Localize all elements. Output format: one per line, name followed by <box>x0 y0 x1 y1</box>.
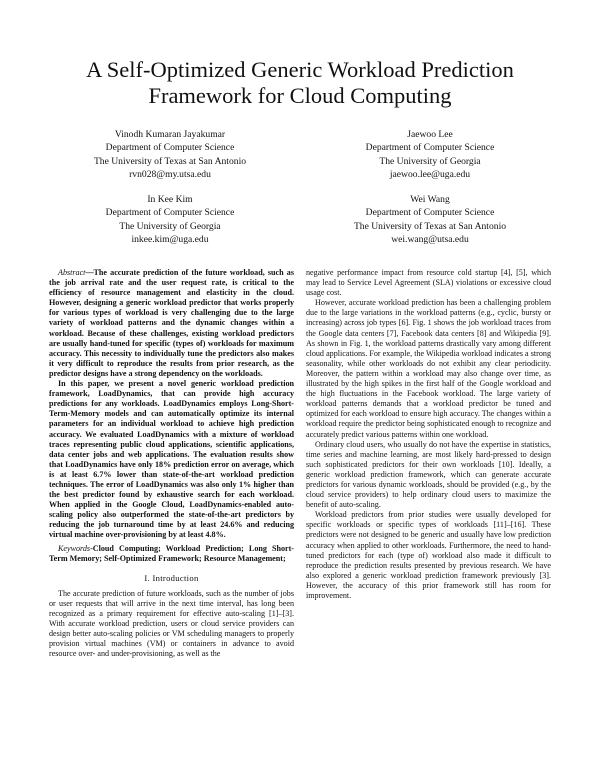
intro-paragraph-3: Ordinary cloud users, who usually do not have the expertise in statistics, time series and machine learning, are most likely hard-pressed to design such sophisticated predictors for their own workloads [10]. Ideally, a generic workload prediction framework, which can generate accurate predictors for various dynamic workloads, should be provided (e.g., by the cloud service providers) to help ordinary cloud users to maximize the benefit of auto-scaling. <box>306 439 551 510</box>
paper-title <box>40 57 560 109</box>
author-block-1 <box>50 128 290 182</box>
author-inst: The University of Texas at San Antonio <box>93 155 247 167</box>
author-block-2 <box>310 128 550 182</box>
author-email: jaewoo.lee@uga.edu <box>389 169 471 181</box>
section-heading: I. Introduction <box>144 572 199 583</box>
intro-paragraph-2: However, accurate workload prediction has been a challenging problem due to the large variations in the workload patterns (e.g., cyclic, bursty or increasing) across job types [6]. Fig. 1 shows the job workload traces from the Google data centers [7], Facebook data centers [8] and Wikipedia [9]. As shown in Fig. 1, the workload patterns drastically vary among different cloud applications. For example, the Wikipedia workload indicates a strong seasonality, while other workloads do not exhibit any clear periodicity. Moreover, the pattern within a workload may also change over time, as illustrated by the high spikes in the first half of the Google workload and the high fluctuations in the Facebook workload. The large variety of workload patterns demands that a workload predictor be tuned and optimized for each workload to ensure high accuracy. The changes within a workload require the predictor being sophisticated enough to recognize and accurately predict various patterns within one workload. <box>306 298 551 439</box>
keywords-lead: Keywords <box>58 543 91 553</box>
author-name: Vinodh Kumaran Jayakumar <box>114 129 226 140</box>
keywords-text: -Cloud Computing; Workload Prediction; Long Short-Term Memory; Self-Optimized Framework; Resource Management; <box>49 543 294 563</box>
author-block-4 <box>310 193 550 247</box>
author-name: Wei Wang <box>410 194 450 205</box>
author-inst: The University of Georgia <box>379 155 481 167</box>
abstract-paragraph-1 <box>49 268 294 379</box>
author-inst: The University of Georgia <box>119 220 221 232</box>
author-name: Jaewoo Lee <box>407 129 453 140</box>
author-dept: Department of Computer Science <box>365 207 495 219</box>
abstract-text-1: —The accurate prediction of the future workload, such as the job arrival rate and the user request rate, is critical to the efficiency of resource management and elasticity in the cloud. However, designing a generic workload predictor that works properly for various types of workload is very challenging due to the large variety of workload patterns and the dynamic changes within a workload. Because of these challenges, existing workload predictors are usually hand-tuned for specific (types of) workloads for maximum accuracy. This necessity to individually tune the predictors also makes it very difficult to reproduce the results from prior research, as the predictor designs have a strong dependency on the workloads. <box>49 268 294 378</box>
author-name: In Kee Kim <box>147 194 193 205</box>
keywords <box>49 544 294 564</box>
author-email: inkee.kim@uga.edu <box>131 234 209 246</box>
author-dept: Department of Computer Science <box>365 142 495 154</box>
author-dept: Department of Computer Science <box>105 142 235 154</box>
title-line-1: A Self-Optimized Generic Workload Prediction <box>86 57 514 82</box>
intro-paragraph-1-cont: negative performance impact from resource cold startup [4], [5], which may lead to Service Level Agreement (SLA) violations or excessive cloud usage cost. <box>306 268 551 298</box>
intro-left <box>49 589 294 660</box>
author-dept: Department of Computer Science <box>105 207 235 219</box>
intro-paragraph-1: The accurate prediction of future workloads, such as the number of jobs or user requests that will arrive in the next time interval, has long been recognized as a primary requirement for effective auto-scaling [1]–[3]. With accurate workload prediction, users or cloud service providers can design better auto-scaling policies or VM scheduling managers to properly provision virtual machines (VM) or containers in advance to avoid resource over- and under-provisioning, as well as the <box>49 588 294 659</box>
left-column <box>49 268 294 659</box>
right-column <box>306 268 551 601</box>
intro-paragraph-4: Workload predictors from prior studies were usually developed for specific workloads or specific types of workloads [11]–[16]. These predictors were not designed to be generic and usually have low prediction accuracy when applied to other workloads. Furthermore, the need to hand-tuned predictors for each (type of) workload also made it difficult to reproduce the prediction results presented by previous research. We have also explored a generic workload prediction framework previously [3]. However, the accuracy of this prior framework still has room for improvement. <box>306 510 551 600</box>
abstract-paragraph-2: In this paper, we present a novel generic workload prediction framework, LoadDynamics, that can provide high accuracy predictions for any workloads. LoadDynamics employs Long-Short-Term-Memory models and can automatically optimize its internal parameters for an individual workload to achieve high prediction accuracy. We evaluated LoadDynamics with a mixture of workload traces representing public cloud applications, scientific applications, data center jobs and web applications. The evaluation results show that LoadDynamics have only 18% prediction error on average, which is at least 6.7% lower than state-of-the-art workload prediction techniques. The error of LoadDynamics was also only 1% higher than the best predictor found by exhaustive search for each workload. When applied in the Google Cloud, LoadDynamics-enabled auto-scaling policy also outperformed the state-of-the-art predictors by reducing the job turnaround time by at least 24.6% and reducing virtual machine over-provisioning by at least 4.8%. <box>49 379 294 540</box>
abstract-lead: Abstract <box>58 268 86 277</box>
author-block-3 <box>50 193 290 247</box>
author-inst: The University of Texas at San Antonio <box>353 220 507 232</box>
abstract <box>49 268 294 541</box>
author-email: rvn028@my.utsa.edu <box>129 169 211 181</box>
author-email: wei.wang@utsa.edu <box>391 234 469 246</box>
title-line-2: Framework for Cloud Computing <box>148 83 452 108</box>
